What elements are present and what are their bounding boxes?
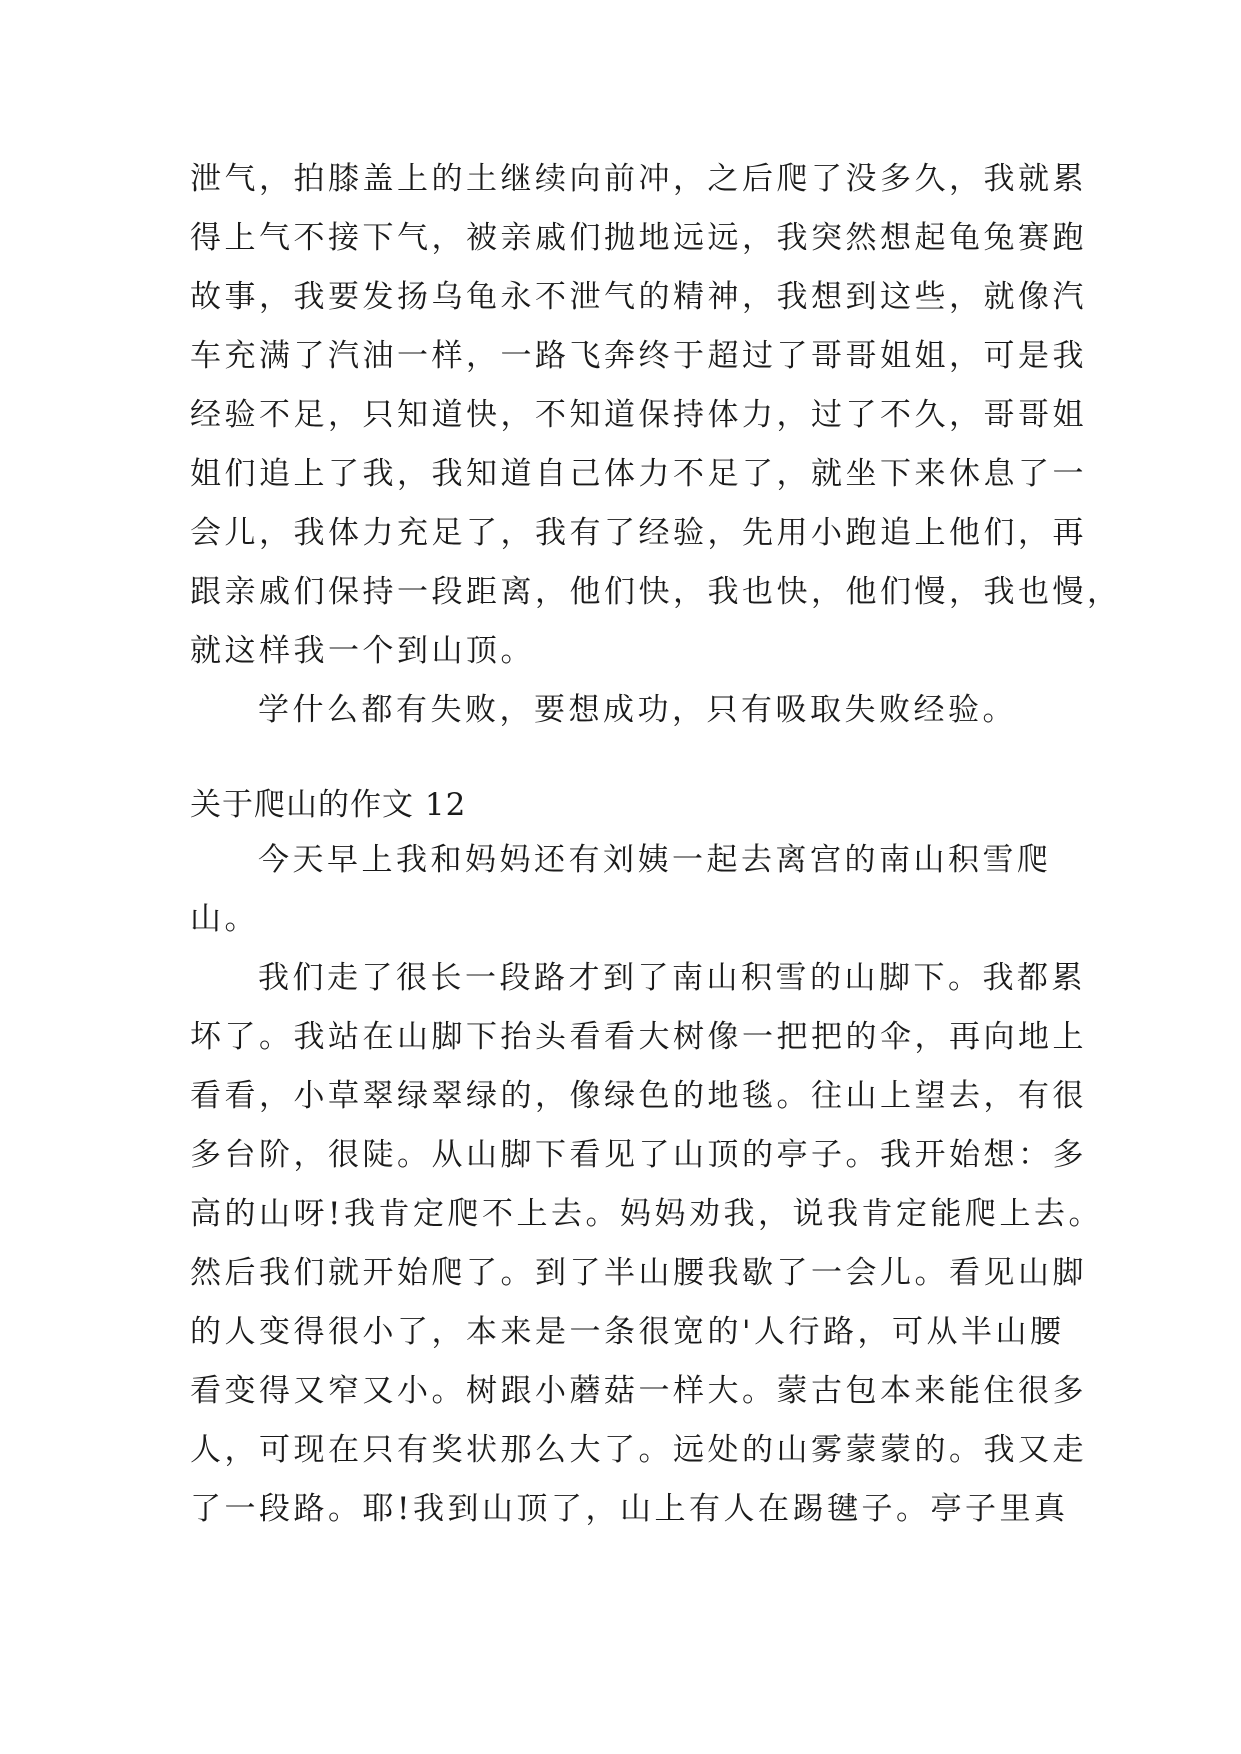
paragraph-continued bbox=[190, 160, 1122, 670]
text-line: 泄气，拍膝盖上的土继续向前冲，之后爬了没多久，我就累 bbox=[190, 161, 1087, 197]
paragraph-1 bbox=[190, 841, 1070, 938]
text-line: 人，可现在只有奖状那么大了。远处的山雾蒙蒙的。我又走 bbox=[190, 1432, 1087, 1468]
text-line: 姐们追上了我，我知道自己体力不足了，就坐下来休息了一 bbox=[190, 456, 1087, 492]
document-page bbox=[190, 160, 1122, 1549]
text-line: 多台阶，很陡。从山脚下看见了山顶的亭子。我开始想：多 bbox=[190, 1137, 1087, 1173]
text-line: 山。 bbox=[190, 901, 259, 937]
text-line: 我们走了很长一段路才到了南山积雪的山脚下。我都累 bbox=[258, 960, 1086, 996]
text-line: 然后我们就开始爬了。到了半山腰我歇了一会儿。看见山脚 bbox=[190, 1255, 1087, 1291]
conclusion-paragraph: 学什么都有失败，要想成功，只有吸取失败经验。 bbox=[258, 692, 1017, 728]
text-line: 看看，小草翠绿翠绿的，像绿色的地毯。往山上望去，有很 bbox=[190, 1078, 1087, 1114]
text-line: 就这样我一个到山顶。 bbox=[190, 633, 535, 669]
text-line: 坏了。我站在山脚下抬头看看大树像一把把的伞，再向地上 bbox=[190, 1019, 1087, 1055]
paragraph-2 bbox=[190, 959, 1103, 1528]
essay-title: 关于爬山的作文 12 bbox=[190, 787, 467, 823]
text-line: 了一段路。耶!我到山顶了，山上有人在踢毽子。亭子里真 bbox=[190, 1491, 1069, 1527]
text-line: 得上气不接下气，被亲戚们抛地远远，我突然想起龟兔赛跑 bbox=[190, 220, 1087, 256]
text-line: 车充满了汽油一样，一路飞奔终于超过了哥哥姐姐，可是我 bbox=[190, 338, 1087, 374]
text-line: 高的山呀!我肯定爬不上去。妈妈劝我，说我肯定能爬上去。 bbox=[190, 1196, 1103, 1232]
text-line: 看变得又窄又小。树跟小蘑菇一样大。蒙古包本来能住很多 bbox=[190, 1373, 1087, 1409]
text-line: 会儿，我体力充足了，我有了经验，先用小跑追上他们，再 bbox=[190, 515, 1087, 551]
text-line: 跟亲戚们保持一段距离，他们快，我也快，他们慢，我也慢， bbox=[190, 574, 1122, 610]
text-line: 的人变得很小了，本来是一条很宽的'人行路，可从半山腰 bbox=[190, 1314, 1065, 1350]
text-line: 故事，我要发扬乌龟永不泄气的精神，我想到这些，就像汽 bbox=[190, 279, 1087, 315]
text-line: 经验不足，只知道快，不知道保持体力，过了不久，哥哥姐 bbox=[190, 397, 1087, 433]
text-line: 今天早上我和妈妈还有刘姨一起去离宫的南山积雪爬 bbox=[258, 842, 1052, 878]
